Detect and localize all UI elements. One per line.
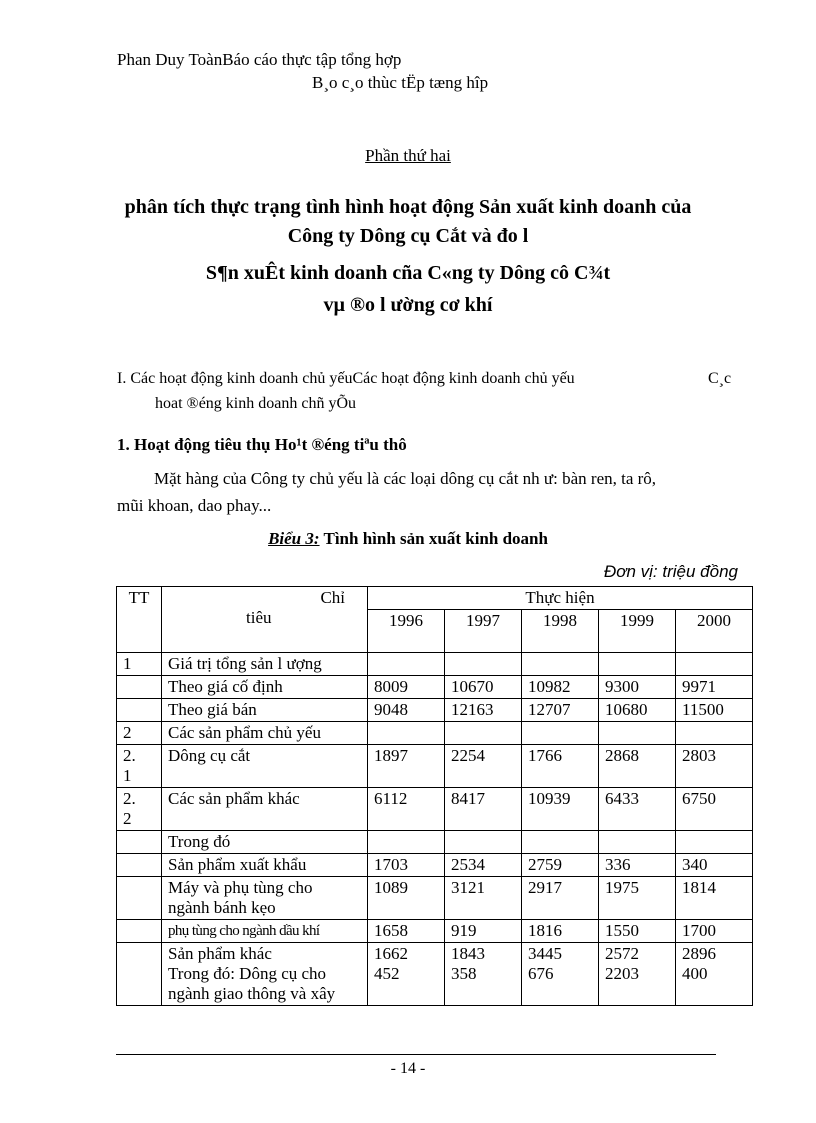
row-value: 2917 <box>522 877 599 920</box>
table-row <box>117 722 753 745</box>
paragraph-line-2: mũi khoan, dao phay... <box>117 496 272 515</box>
row-value: 1089 <box>368 877 445 920</box>
row-tt <box>117 676 162 699</box>
table-row <box>117 877 753 920</box>
chapter-title-line-2: Công ty Dông cụ Cắt và đo l <box>287 225 529 247</box>
row-value: 2759 <box>522 854 599 877</box>
row-value: 340 <box>676 854 753 877</box>
header-indicator <box>162 587 368 653</box>
unit-note: Đơn vị: triệu đồng <box>603 562 738 581</box>
row-value: 2868 <box>599 745 676 788</box>
row-value: 2803 <box>676 745 753 788</box>
row-value <box>445 831 522 854</box>
row-value <box>676 722 753 745</box>
row-value <box>522 653 599 676</box>
row-value: 1550 <box>599 920 676 943</box>
row-value <box>445 653 522 676</box>
row-value: 9971 <box>676 676 753 699</box>
running-header-garbled: B¸o c¸o thùc tËp tæng hîp <box>312 73 489 92</box>
table-row <box>117 920 753 943</box>
row-value: 919 <box>445 920 522 943</box>
section-heading-cont: hoat ®éng kinh doanh chñ yÕu <box>155 395 357 412</box>
running-header-author: Phan Duy ToànBáo cáo thực tập tổng hợp <box>117 50 402 69</box>
table-caption-text: Tình hình sản xuất kinh doanh <box>319 529 548 548</box>
row-value: 10680 <box>599 699 676 722</box>
row-value: 10670 <box>445 676 522 699</box>
row-value: 3445 676 <box>522 943 599 1006</box>
row-tt <box>117 854 162 877</box>
row-value: 11500 <box>676 699 753 722</box>
row-value <box>676 653 753 676</box>
row-value <box>445 722 522 745</box>
table-row <box>117 745 753 788</box>
row-value: 1816 <box>522 920 599 943</box>
header-indicator-line2: tiêu <box>246 608 272 627</box>
row-indicator: Các sản phẩm khác <box>162 788 368 831</box>
row-value <box>599 831 676 854</box>
row-indicator: Máy và phụ tùng cho ngành bánh kẹo <box>162 877 368 920</box>
row-value: 2572 2203 <box>599 943 676 1006</box>
row-value: 3121 <box>445 877 522 920</box>
row-value <box>368 653 445 676</box>
row-value: 1700 <box>676 920 753 943</box>
table-row <box>117 854 753 877</box>
row-value: 1658 <box>368 920 445 943</box>
chapter-title-line-3: S¶n xuÊt kinh doanh cña C«ng ty Dông cô C¾t <box>205 262 611 284</box>
row-value: 1814 <box>676 877 753 920</box>
footer-rule <box>116 1054 716 1055</box>
row-value <box>368 831 445 854</box>
header-indicator-line1: Chỉ <box>320 588 345 607</box>
row-tt <box>117 831 162 854</box>
row-tt: 2. 1 <box>117 745 162 788</box>
table-caption-label: Biểu 3: <box>268 529 320 548</box>
row-indicator: phụ tùng cho ngành dầu khí <box>162 920 368 943</box>
section-heading-tail: C¸c <box>708 370 732 387</box>
row-value: 6112 <box>368 788 445 831</box>
part-title: Phần thứ hai <box>365 146 451 165</box>
chapter-title-line-1: phân tích thực trạng tình hình hoạt động Sản xuất kinh doanh của <box>124 196 692 218</box>
row-tt <box>117 699 162 722</box>
year-header: 1999 <box>599 610 676 653</box>
row-value: 1662 452 <box>368 943 445 1006</box>
year-header: 1997 <box>445 610 522 653</box>
row-value: 6750 <box>676 788 753 831</box>
row-value: 12163 <box>445 699 522 722</box>
row-tt <box>117 920 162 943</box>
row-value: 1703 <box>368 854 445 877</box>
chapter-title-line-4: vµ ®o l ường cơ khí <box>323 294 493 316</box>
row-indicator: Sản phẩm xuất khẩu <box>162 854 368 877</box>
row-value: 12707 <box>522 699 599 722</box>
row-value: 2254 <box>445 745 522 788</box>
row-value: 1766 <box>522 745 599 788</box>
row-indicator: Các sản phẩm chủ yếu <box>162 722 368 745</box>
table-row <box>117 943 753 1006</box>
table-caption <box>0 529 816 549</box>
row-indicator: Dông cụ cắt <box>162 745 368 788</box>
table-row <box>117 831 753 854</box>
row-value: 336 <box>599 854 676 877</box>
table-row <box>117 653 753 676</box>
row-value <box>522 831 599 854</box>
row-value <box>676 831 753 854</box>
year-header: 2000 <box>676 610 753 653</box>
table-row <box>117 676 753 699</box>
row-value: 10982 <box>522 676 599 699</box>
row-value: 8009 <box>368 676 445 699</box>
page-number: - 14 - <box>390 1060 426 1077</box>
row-indicator: Sản phẩm khác Trong đó: Dông cụ cho ngành giao thông và xây <box>162 943 368 1006</box>
row-value: 2896 400 <box>676 943 753 1006</box>
row-value: 2534 <box>445 854 522 877</box>
row-value: 1843 358 <box>445 943 522 1006</box>
row-indicator: Trong đó <box>162 831 368 854</box>
row-tt: 1 <box>117 653 162 676</box>
row-value: 9048 <box>368 699 445 722</box>
row-value: 6433 <box>599 788 676 831</box>
row-tt: 2 <box>117 722 162 745</box>
row-tt <box>117 877 162 920</box>
row-value <box>368 722 445 745</box>
row-value <box>599 722 676 745</box>
row-value <box>599 653 676 676</box>
row-value: 1975 <box>599 877 676 920</box>
header-thuc-hien: Thực hiện <box>368 587 753 610</box>
table-row <box>117 699 753 722</box>
paragraph-line-1: Mặt hàng của Công ty chủ yếu là các loại dông cụ cắt nh ư: bàn ren, ta rô, <box>154 469 657 488</box>
row-indicator: Theo giá bán <box>162 699 368 722</box>
year-header: 1998 <box>522 610 599 653</box>
section-heading: I. Các hoạt động kinh doanh chủ yếuCác hoạt động kinh doanh chủ yếu <box>117 370 575 387</box>
header-tt: TT <box>117 587 162 653</box>
row-indicator: Giá trị tổng sản l ượng <box>162 653 368 676</box>
row-value <box>522 722 599 745</box>
table-header-row <box>117 587 753 610</box>
row-value: 10939 <box>522 788 599 831</box>
row-value: 1897 <box>368 745 445 788</box>
row-tt: 2. 2 <box>117 788 162 831</box>
production-table <box>116 586 753 1006</box>
row-value: 9300 <box>599 676 676 699</box>
year-header: 1996 <box>368 610 445 653</box>
subsection-heading: 1. Hoạt động tiêu thụ Ho¹t ®éng tiªu thô <box>117 435 407 454</box>
row-indicator: Theo giá cố định <box>162 676 368 699</box>
row-tt <box>117 943 162 1006</box>
row-value: 8417 <box>445 788 522 831</box>
table-row <box>117 788 753 831</box>
